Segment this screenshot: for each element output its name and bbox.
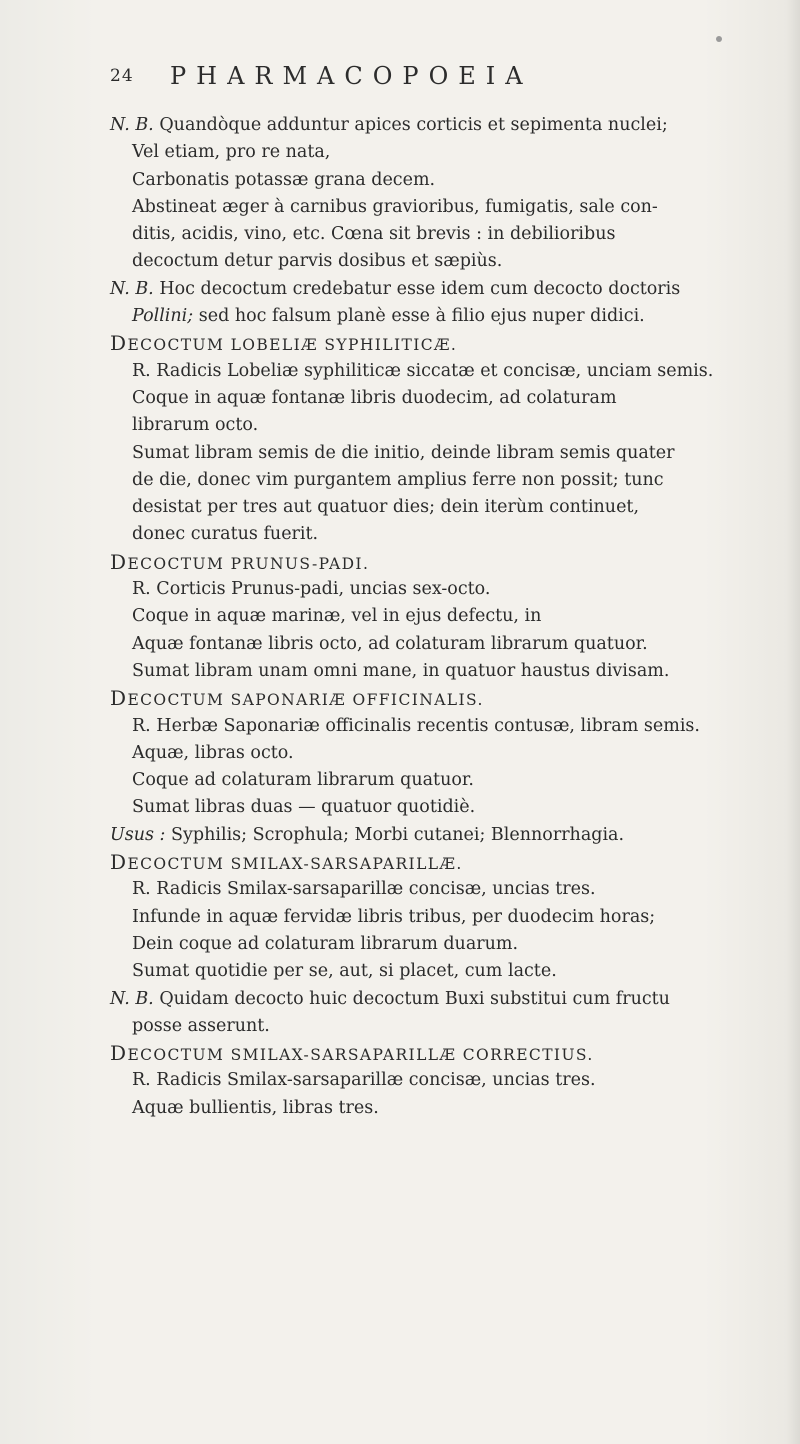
text-line: Coque in aquæ fontanæ libris duodecim, ad colaturam — [132, 387, 617, 408]
text-line: Carbonatis potassæ grana decem. — [132, 169, 436, 190]
text-line: desistat per tres aut quatuor dies; dein iterùm continuet, — [132, 497, 640, 518]
page-number: 24 — [110, 66, 134, 86]
nota-bene-mark: N. B. — [110, 988, 154, 1009]
text-line: Sumat libram semis de die initio, deinde libram semis quater — [132, 442, 675, 463]
text-line: R. Corticis Prunus-padi, uncias sex-octo. — [132, 579, 491, 600]
text-line: Sumat libras duas — quatuor quotidiè. — [132, 797, 476, 818]
line-text: Quidam decocto huic decoctum Buxi substitui cum fructu — [159, 988, 670, 1009]
text-line: Aquæ bullientis, libras tres. — [132, 1097, 379, 1118]
text-line: Infunde in aquæ fervidæ libris tribus, per duodecim horas; — [132, 906, 656, 927]
usus-mark: Usus : — [110, 824, 166, 845]
text-line: de die, donec vim purgantem amplius ferre non possit; tunc — [132, 469, 664, 490]
text-line: Coque in aquæ marinæ, vel in ejus defectu, in — [132, 606, 542, 627]
text-line: Abstineat æger à carnibus gravioribus, fumigatis, sale con- — [132, 196, 658, 217]
text-line: R. Radicis Smilax-sarsaparillæ concisæ, uncias tres. — [132, 879, 596, 900]
running-head — [110, 62, 670, 96]
text-line: Aquæ, libras octo. — [132, 742, 294, 763]
page-edge-shadow — [786, 0, 800, 1444]
text-line: posse asserunt. — [132, 1015, 270, 1036]
recipe-heading: DECOCTUM LOBELIÆ SYPHILITICÆ. — [110, 331, 458, 356]
nota-bene-line — [110, 112, 690, 139]
recipe-heading: DECOCTUM SAPONARIÆ OFFICINALIS. — [110, 686, 484, 711]
italic-name: Pollini; — [132, 306, 194, 327]
text-line: R. Radicis Lobeliæ syphiliticæ siccatæ et concisæ, unciam semis. — [132, 360, 714, 381]
text-line: decoctum detur parvis dosibus et sæpiùs. — [132, 251, 503, 272]
text-line: ditis, acidis, vino, etc. Cœna sit brevis : in debilioribus — [132, 224, 616, 245]
line-text: Hoc decoctum credebatur esse idem cum decocto doctoris — [159, 278, 681, 299]
nota-bene-mark: N. B. — [110, 278, 154, 299]
text-line: Aquæ fontanæ libris octo, ad colaturam librarum quatuor. — [132, 633, 648, 654]
text-line: donec curatus fuerit. — [132, 524, 319, 545]
usus-line — [110, 822, 690, 849]
nota-bene-mark: N. B. — [110, 115, 154, 135]
paper-speck — [716, 36, 722, 42]
nota-bene-line — [110, 986, 690, 1013]
line-text: sed hoc falsum planè esse à filio ejus nuper didici. — [198, 306, 645, 327]
line-text: Quandòque adduntur apices corticis et sepimenta nuclei; — [159, 115, 668, 135]
recipe-heading: DECOCTUM PRUNUS-PADI. — [110, 549, 370, 574]
running-title: PHARMACOPOEIA — [170, 62, 533, 90]
page-body — [110, 112, 714, 1122]
text-line: Sumat libram unam omni mane, in quatuor haustus divisam. — [132, 660, 670, 681]
text-line: Coque ad colaturam librarum quatuor. — [132, 770, 474, 791]
recipe-heading: DECOCTUM SMILAX-SARSAPARILLÆ. — [110, 850, 463, 875]
text-line: Vel etiam, pro re nata, — [132, 142, 331, 163]
text-line: librarum octo. — [132, 415, 259, 436]
text-line: Sumat quotidie per se, aut, si placet, cum lacte. — [132, 961, 557, 982]
text-line: R. Herbæ Saponariæ officinalis recentis contusæ, libram semis. — [132, 715, 700, 736]
line-text: Syphilis; Scrophula; Morbi cutanei; Blennorrhagia. — [171, 824, 625, 845]
text-line: Dein coque ad colaturam librarum duarum. — [132, 933, 519, 954]
recipe-heading: DECOCTUM SMILAX-SARSAPARILLÆ CORRECTIUS. — [110, 1041, 594, 1066]
text-line: R. Radicis Smilax-sarsaparillæ concisæ, uncias tres. — [132, 1070, 596, 1091]
text-line — [110, 303, 690, 330]
nota-bene-line — [110, 276, 690, 303]
